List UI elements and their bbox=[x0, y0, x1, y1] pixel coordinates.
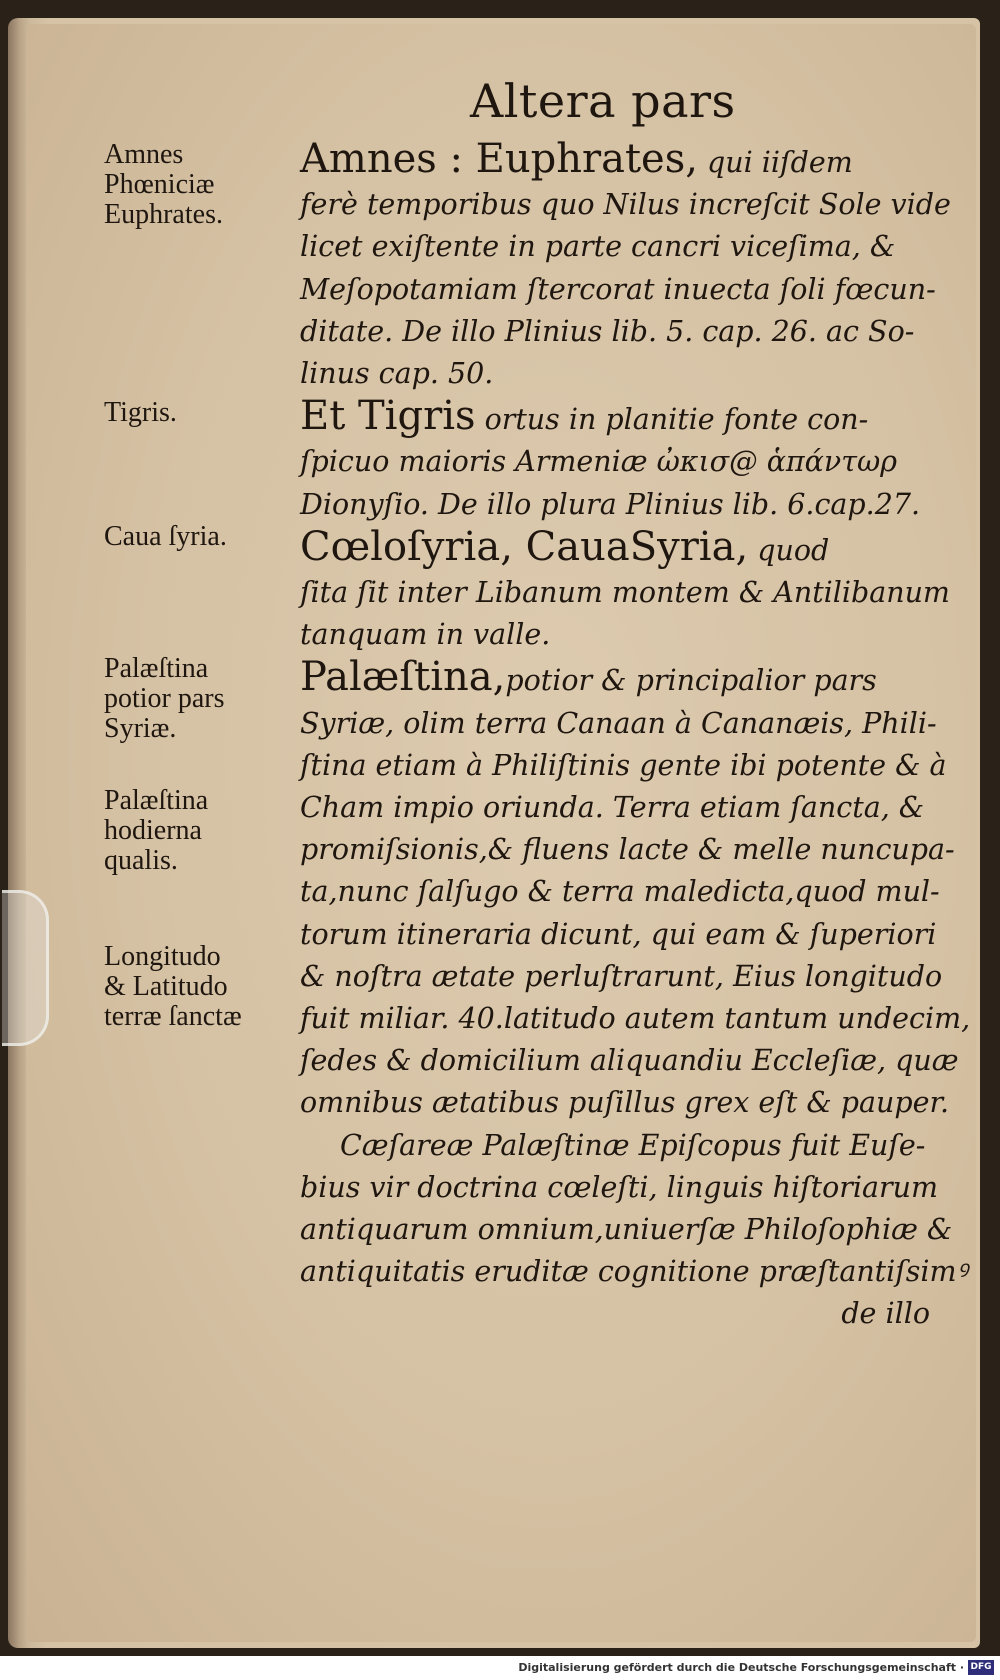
margin-note-line: Longitudo bbox=[104, 941, 221, 972]
text-line bbox=[300, 745, 947, 787]
page-clip bbox=[2, 890, 49, 1046]
margin-note-line: hodierna bbox=[104, 815, 202, 846]
text-line bbox=[300, 184, 951, 226]
footer-credit: Digitalisierung gefördert durch die Deutsche Forschungsgemeinschaft · bbox=[518, 1661, 964, 1674]
dfg-logo: DFG bbox=[968, 1660, 994, 1675]
line-text: potior & principalior pars bbox=[505, 664, 877, 698]
line-text: qui iiſdem bbox=[697, 146, 853, 179]
line-text: ferè temporibus quo Nilus increſcit Sole vide bbox=[300, 188, 951, 222]
text-line bbox=[300, 703, 940, 745]
running-title: Altera pars bbox=[470, 74, 736, 128]
text-line bbox=[300, 1251, 968, 1293]
line-text: ſita ſit inter Libanum montem & Antilibanum bbox=[300, 576, 950, 610]
margin-note bbox=[104, 522, 299, 552]
line-text: ta,nunc ſalſugo & terra maledicta,quod mul- bbox=[300, 875, 940, 909]
text-line bbox=[300, 1209, 953, 1251]
line-text: ſtina etiam à Philiſtinis gente ibi potente & à bbox=[300, 748, 947, 782]
margin-note-line: Palæſtina bbox=[104, 785, 209, 816]
text-line bbox=[300, 787, 940, 829]
margin-note-line: Caua ſyria. bbox=[104, 521, 227, 552]
margin-note-line: Palæſtina bbox=[104, 653, 209, 684]
text-line bbox=[300, 956, 943, 998]
text-line bbox=[300, 1167, 940, 1209]
text-line bbox=[300, 998, 971, 1040]
line-text: licet exiſtente in parte cancri viceſima, & bbox=[300, 230, 896, 264]
margin-note-line: Tigris. bbox=[104, 397, 177, 428]
line-text: promiſsionis,& fluens lacte & melle nuncupa- bbox=[300, 833, 955, 867]
line-text: antiquitatis eruditæ cognitione præſtantiſsimꝰ bbox=[300, 1255, 968, 1289]
text-line bbox=[300, 395, 940, 441]
line-text: bius vir doctrina cœleſti, linguis hiſtoriarum bbox=[300, 1170, 938, 1204]
line-text: tanquam in valle. bbox=[300, 618, 551, 652]
margin-note bbox=[104, 654, 299, 744]
margin-note bbox=[104, 786, 299, 876]
text-line bbox=[300, 353, 940, 395]
heading-word: Palæſtina, bbox=[300, 654, 506, 701]
text-line bbox=[300, 484, 940, 526]
body-text bbox=[300, 136, 971, 1336]
margin-note bbox=[104, 140, 299, 230]
heading-word: Cœloſyria, CauaSyria, bbox=[300, 523, 749, 570]
text-line bbox=[300, 1040, 959, 1082]
line-text: antiquarum omnium,uniuerſæ Philoſophiæ & bbox=[300, 1213, 953, 1247]
margin-note-line: & Latitudo bbox=[104, 971, 228, 1002]
text-line bbox=[300, 1125, 940, 1167]
margin-note-line: potior pars bbox=[104, 683, 225, 714]
text-line bbox=[300, 226, 940, 268]
text-line bbox=[300, 441, 940, 483]
text-line bbox=[300, 311, 940, 353]
text-line bbox=[300, 138, 940, 184]
line-text: torum itineraria dicunt, qui eam & ſuperiori bbox=[300, 917, 937, 951]
line-text: ortus in planitie fonte con- bbox=[475, 403, 869, 437]
margin-note-line: Phœniciæ bbox=[104, 169, 215, 200]
footer-bar bbox=[0, 1656, 1000, 1680]
text-line bbox=[300, 1082, 950, 1124]
line-text: linus cap. 50. bbox=[300, 357, 494, 391]
text-line bbox=[300, 572, 950, 614]
line-text: Meſopotamiam ſtercorat inuecta ſoli fœcun- bbox=[300, 272, 936, 306]
text-line bbox=[300, 656, 940, 702]
text-line bbox=[300, 269, 940, 311]
heading-word: Amnes : Euphrates, bbox=[300, 136, 698, 182]
margin-note bbox=[104, 942, 299, 1032]
line-text: Cæſareæ Palæſtinæ Epiſcopus fuit Euſe- bbox=[340, 1128, 926, 1162]
margin-note-line: terræ ſanctæ bbox=[104, 1001, 242, 1032]
line-text: Dionyſio. De illo plura Plinius lib. 6.cap.27. bbox=[300, 487, 921, 521]
text-line bbox=[300, 523, 940, 572]
line-text: Cham impio oriunda. Terra etiam ſancta, & bbox=[300, 791, 925, 825]
text-line bbox=[300, 1293, 940, 1335]
text-line bbox=[300, 829, 955, 871]
line-text: & noſtra ætate perluſtrarunt, Eius longitudo bbox=[300, 959, 943, 993]
line-text: ſedes & domicilium aliquandiu Eccleſiæ, quæ bbox=[300, 1044, 959, 1078]
margin-note bbox=[104, 398, 299, 428]
text-line bbox=[300, 871, 940, 913]
line-text: omnibus ætatibus puſillus grex eſt & pauper. bbox=[300, 1086, 950, 1120]
line-text: quod bbox=[748, 533, 830, 567]
margin-note-line: Amnes bbox=[104, 139, 184, 170]
line-text: de illo bbox=[841, 1297, 930, 1331]
heading-word: Et Tigris bbox=[300, 393, 476, 440]
margin-note-line: Euphrates. bbox=[104, 199, 223, 230]
line-text: ſpicuo maioris Armeniæ ὠκισ@ ἁπάντωρ bbox=[300, 445, 897, 479]
margin-note-line: qualis. bbox=[104, 845, 178, 876]
margin-note-line: Syriæ. bbox=[104, 713, 177, 744]
text-line bbox=[300, 914, 940, 956]
line-text: Syriæ, olim terra Canaan à Cananæis, Phili- bbox=[300, 706, 937, 740]
text-line bbox=[300, 614, 940, 656]
line-text: ditate. De illo Plinius lib. 5. cap. 26. ac So- bbox=[300, 314, 915, 348]
line-text: fuit miliar. 40.latitudo autem tantum undecim, bbox=[300, 1002, 971, 1036]
